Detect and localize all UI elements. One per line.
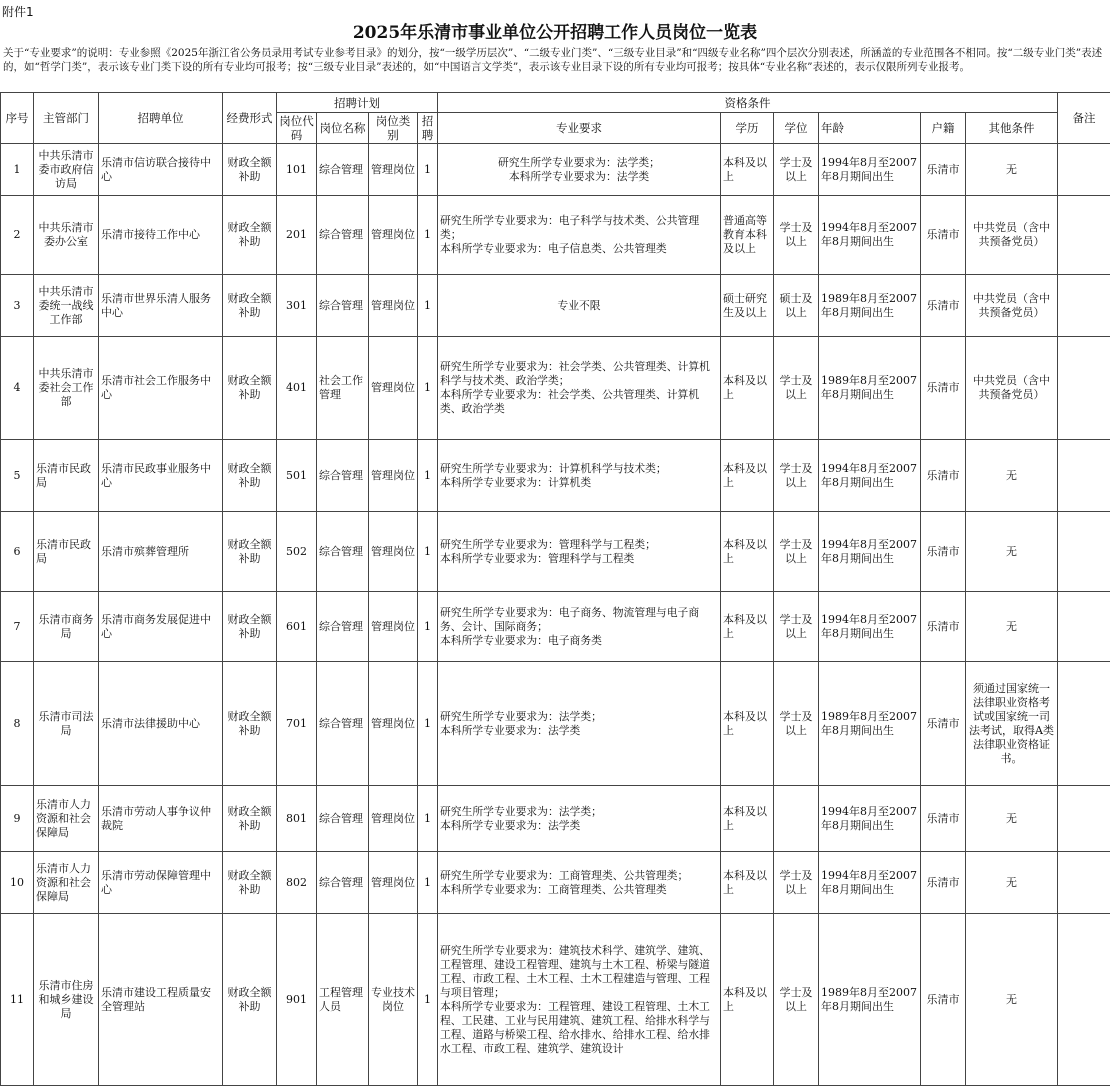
cell-other: 中共党员（含中共预备党员） — [966, 196, 1058, 275]
cell-pos-type: 管理岗位 — [369, 662, 418, 786]
cell-remark — [1058, 914, 1110, 1086]
major-grad: 研究生所学专业要求为：建筑技术科学、建筑学、建筑、工程管理、建设工程管理、建筑与土木工程、桥梁与隧道工程、市政工程、土木工程、土木工程建造与管理、工程与项目管理； — [440, 944, 718, 1000]
cell-count: 1 — [418, 144, 438, 196]
cell-dept: 中共乐清市委市政府信访局 — [34, 144, 99, 196]
cell-other: 无 — [966, 592, 1058, 662]
cell-pos-type: 管理岗位 — [369, 196, 418, 275]
cell-major — [438, 786, 721, 852]
cell-seq: 8 — [1, 662, 34, 786]
cell-funding: 财政全额补助 — [223, 852, 277, 914]
cell-other: 无 — [966, 440, 1058, 512]
cell-code: 502 — [277, 512, 317, 592]
cell-age: 1994年8月至2007年8月期间出生 — [819, 440, 921, 512]
positions-table — [0, 92, 1110, 1086]
cell-dept: 乐清市民政局 — [34, 440, 99, 512]
cell-remark — [1058, 144, 1110, 196]
cell-pos-name: 综合管理 — [317, 786, 369, 852]
cell-hukou: 乐清市 — [921, 512, 966, 592]
cell-pos-name: 综合管理 — [317, 275, 369, 337]
cell-degree: 学士及以上 — [774, 512, 819, 592]
major-undergrad: 本科所学专业要求为：电子商务类 — [440, 634, 718, 648]
cell-edu: 本科及以上 — [721, 512, 774, 592]
header-other: 其他条件 — [966, 113, 1058, 144]
cell-degree: 学士及以上 — [774, 914, 819, 1086]
header-seq: 序号 — [1, 93, 34, 144]
cell-seq: 11 — [1, 914, 34, 1086]
major-undergrad: 本科所学专业要求为：社会学类、公共管理类、计算机类、政治学类 — [440, 388, 718, 416]
header-unit: 招聘单位 — [99, 93, 223, 144]
cell-hukou: 乐清市 — [921, 144, 966, 196]
cell-code: 201 — [277, 196, 317, 275]
table-row — [1, 440, 1110, 512]
cell-code: 501 — [277, 440, 317, 512]
table-row — [1, 144, 1110, 196]
cell-dept: 中共乐清市委社会工作部 — [34, 337, 99, 440]
cell-code: 801 — [277, 786, 317, 852]
cell-age: 1994年8月至2007年8月期间出生 — [819, 592, 921, 662]
cell-degree: 学士及以上 — [774, 852, 819, 914]
major-requirement-note: 关于“专业要求”的说明：专业参照《2025年浙江省公务员录用考试专业参考目录》的划分，按“一级学历层次”、“二级专业门类”、“三级专业目录”和“四级专业名称”四个层次分别表述，所涵盖的专业范围各不相同。按“二级专业门类”表述的，如“哲学门类”，表示该专业门类下设的所有专业均可报考；按“三级专业目录”表述的，如“中国语言文学类”，表示该专业目录下设的所有专业均可报考；按具体“专业名称”表述的，表示仅限所列专业报考。 — [3, 46, 1103, 74]
cell-funding: 财政全额补助 — [223, 337, 277, 440]
cell-edu: 本科及以上 — [721, 852, 774, 914]
cell-remark — [1058, 512, 1110, 592]
table-row — [1, 914, 1110, 1086]
cell-pos-name: 综合管理 — [317, 144, 369, 196]
major-grad: 研究生所学专业要求为：电子科学与技术类、公共管理类； — [440, 214, 718, 242]
cell-remark — [1058, 337, 1110, 440]
attachment-label: 附件1 — [2, 3, 34, 20]
cell-unit: 乐清市劳动保障管理中心 — [99, 852, 223, 914]
cell-count: 1 — [418, 440, 438, 512]
cell-dept: 中共乐清市委统一战线工作部 — [34, 275, 99, 337]
cell-pos-name: 综合管理 — [317, 662, 369, 786]
cell-pos-type: 管理岗位 — [369, 275, 418, 337]
table-row — [1, 275, 1110, 337]
cell-major — [438, 592, 721, 662]
header-code: 岗位代码 — [277, 113, 317, 144]
cell-major — [438, 914, 721, 1086]
cell-unit: 乐清市接待工作中心 — [99, 196, 223, 275]
major-grad: 研究生所学专业要求为：电子商务、物流管理与电子商务、会计、国际商务； — [440, 606, 718, 634]
cell-edu: 本科及以上 — [721, 144, 774, 196]
cell-other: 中共党员（含中共预备党员） — [966, 275, 1058, 337]
cell-other: 须通过国家统一法律职业资格考试或国家统一司法考试，取得A类法律职业资格证书。 — [966, 662, 1058, 786]
major-undergrad: 本科所学专业要求为：电子信息类、公共管理类 — [440, 242, 718, 256]
cell-seq: 10 — [1, 852, 34, 914]
cell-funding: 财政全额补助 — [223, 786, 277, 852]
cell-unit: 乐清市建设工程质量安全管理站 — [99, 914, 223, 1086]
header-age: 年龄 — [819, 113, 921, 144]
cell-major — [438, 512, 721, 592]
cell-dept: 乐清市司法局 — [34, 662, 99, 786]
header-hukou: 户籍 — [921, 113, 966, 144]
header-degree: 学位 — [774, 113, 819, 144]
cell-edu: 本科及以上 — [721, 592, 774, 662]
major-undergrad: 本科所学专业要求为：工商管理类、公共管理类 — [440, 883, 718, 897]
cell-remark — [1058, 852, 1110, 914]
cell-age: 1994年8月至2007年8月期间出生 — [819, 852, 921, 914]
cell-age: 1989年8月至2007年8月期间出生 — [819, 275, 921, 337]
cell-hukou: 乐清市 — [921, 337, 966, 440]
cell-age: 1994年8月至2007年8月期间出生 — [819, 196, 921, 275]
cell-edu: 本科及以上 — [721, 914, 774, 1086]
cell-dept: 乐清市民政局 — [34, 512, 99, 592]
cell-other: 无 — [966, 852, 1058, 914]
cell-seq: 6 — [1, 512, 34, 592]
table-row — [1, 592, 1110, 662]
major-undergrad: 本科所学专业要求为：法学类 — [440, 819, 718, 833]
header-remark: 备注 — [1058, 93, 1110, 144]
cell-pos-type: 管理岗位 — [369, 512, 418, 592]
cell-age: 1994年8月至2007年8月期间出生 — [819, 786, 921, 852]
cell-edu: 本科及以上 — [721, 786, 774, 852]
cell-degree: 学士及以上 — [774, 662, 819, 786]
cell-major — [438, 337, 721, 440]
cell-pos-type: 管理岗位 — [369, 786, 418, 852]
cell-pos-type: 专业技术岗位 — [369, 914, 418, 1086]
cell-code: 701 — [277, 662, 317, 786]
header-count: 招聘 — [418, 113, 438, 144]
cell-seq: 7 — [1, 592, 34, 662]
header-pos-name: 岗位名称 — [317, 113, 369, 144]
cell-pos-name: 综合管理 — [317, 196, 369, 275]
cell-code: 401 — [277, 337, 317, 440]
cell-major — [438, 144, 721, 196]
cell-count: 1 — [418, 786, 438, 852]
cell-other: 无 — [966, 512, 1058, 592]
cell-age: 1994年8月至2007年8月期间出生 — [819, 144, 921, 196]
cell-unit: 乐清市社会工作服务中心 — [99, 337, 223, 440]
cell-hukou: 乐清市 — [921, 196, 966, 275]
major-grad: 研究生所学专业要求为：管理科学与工程类； — [440, 538, 718, 552]
cell-unit: 乐清市劳动人事争议仲裁院 — [99, 786, 223, 852]
cell-hukou: 乐清市 — [921, 592, 966, 662]
cell-count: 1 — [418, 275, 438, 337]
table-row — [1, 662, 1110, 786]
cell-unit: 乐清市法律援助中心 — [99, 662, 223, 786]
cell-pos-type: 管理岗位 — [369, 144, 418, 196]
major-grad: 研究生所学专业要求为：法学类； — [440, 805, 718, 819]
cell-degree: 学士及以上 — [774, 337, 819, 440]
cell-code: 101 — [277, 144, 317, 196]
major-undergrad: 本科所学专业要求为：计算机类 — [440, 476, 718, 490]
cell-unit: 乐清市商务发展促进中心 — [99, 592, 223, 662]
cell-age: 1994年8月至2007年8月期间出生 — [819, 512, 921, 592]
cell-other: 中共党员（含中共预备党员） — [966, 337, 1058, 440]
header-major: 专业要求 — [438, 113, 721, 144]
cell-funding: 财政全额补助 — [223, 662, 277, 786]
cell-major — [438, 662, 721, 786]
cell-dept: 乐清市人力资源和社会保障局 — [34, 786, 99, 852]
cell-age: 1989年8月至2007年8月期间出生 — [819, 662, 921, 786]
cell-count: 1 — [418, 914, 438, 1086]
cell-pos-name: 综合管理 — [317, 852, 369, 914]
cell-funding: 财政全额补助 — [223, 914, 277, 1086]
cell-seq: 1 — [1, 144, 34, 196]
cell-unit: 乐清市世界乐清人服务中心 — [99, 275, 223, 337]
cell-funding: 财政全额补助 — [223, 275, 277, 337]
cell-degree — [774, 786, 819, 852]
cell-remark — [1058, 786, 1110, 852]
cell-other: 无 — [966, 914, 1058, 1086]
cell-count: 1 — [418, 337, 438, 440]
cell-unit: 乐清市信访联合接待中心 — [99, 144, 223, 196]
cell-funding: 财政全额补助 — [223, 512, 277, 592]
cell-dept: 乐清市商务局 — [34, 592, 99, 662]
cell-code: 901 — [277, 914, 317, 1086]
cell-age: 1989年8月至2007年8月期间出生 — [819, 337, 921, 440]
table-row — [1, 337, 1110, 440]
major-undergrad: 本科所学专业要求为：管理科学与工程类 — [440, 552, 718, 566]
cell-age: 1989年8月至2007年8月期间出生 — [819, 914, 921, 1086]
cell-edu: 本科及以上 — [721, 440, 774, 512]
cell-hukou: 乐清市 — [921, 662, 966, 786]
cell-major — [438, 196, 721, 275]
cell-remark — [1058, 662, 1110, 786]
cell-degree: 硕士及以上 — [774, 275, 819, 337]
cell-hukou: 乐清市 — [921, 852, 966, 914]
cell-count: 1 — [418, 662, 438, 786]
major-grad: 研究生所学专业要求为：法学类； — [440, 710, 718, 724]
cell-seq: 3 — [1, 275, 34, 337]
cell-seq: 4 — [1, 337, 34, 440]
table-row — [1, 512, 1110, 592]
major-grad: 研究生所学专业要求为：工商管理类、公共管理类； — [440, 869, 718, 883]
table-row — [1, 786, 1110, 852]
cell-pos-name: 综合管理 — [317, 440, 369, 512]
cell-funding: 财政全额补助 — [223, 144, 277, 196]
cell-hukou: 乐清市 — [921, 440, 966, 512]
cell-code: 601 — [277, 592, 317, 662]
cell-remark — [1058, 592, 1110, 662]
major-undergrad: 本科所学专业要求为：法学类 — [440, 724, 718, 738]
cell-other: 无 — [966, 144, 1058, 196]
cell-major — [438, 440, 721, 512]
cell-degree: 学士及以上 — [774, 144, 819, 196]
cell-pos-name: 综合管理 — [317, 592, 369, 662]
cell-remark — [1058, 275, 1110, 337]
major-undergrad: 本科所学专业要求为：法学类 — [440, 170, 718, 184]
major-grad: 研究生所学专业要求为：社会学类、公共管理类、计算机科学与技术类、政治学类； — [440, 360, 718, 388]
cell-hukou: 乐清市 — [921, 914, 966, 1086]
cell-count: 1 — [418, 512, 438, 592]
cell-major — [438, 852, 721, 914]
cell-funding: 财政全额补助 — [223, 196, 277, 275]
header-pos-type: 岗位类别 — [369, 113, 418, 144]
cell-degree: 学士及以上 — [774, 196, 819, 275]
cell-remark — [1058, 196, 1110, 275]
cell-seq: 2 — [1, 196, 34, 275]
major-grad: 研究生所学专业要求为：计算机科学与技术类； — [440, 462, 718, 476]
cell-pos-name: 综合管理 — [317, 512, 369, 592]
cell-pos-type: 管理岗位 — [369, 440, 418, 512]
cell-seq: 9 — [1, 786, 34, 852]
cell-edu: 本科及以上 — [721, 337, 774, 440]
cell-funding: 财政全额补助 — [223, 440, 277, 512]
cell-unit: 乐清市殡葬管理所 — [99, 512, 223, 592]
major-grad: 专业不限 — [440, 299, 718, 313]
cell-funding: 财政全额补助 — [223, 592, 277, 662]
cell-count: 1 — [418, 196, 438, 275]
table-row — [1, 196, 1110, 275]
cell-pos-name: 社会工作管理 — [317, 337, 369, 440]
cell-edu: 普通高等教育本科及以上 — [721, 196, 774, 275]
cell-seq: 5 — [1, 440, 34, 512]
table-row — [1, 852, 1110, 914]
cell-other: 无 — [966, 786, 1058, 852]
cell-dept: 乐清市住房和城乡建设局 — [34, 914, 99, 1086]
cell-major — [438, 275, 721, 337]
cell-pos-name: 工程管理人员 — [317, 914, 369, 1086]
cell-pos-type: 管理岗位 — [369, 592, 418, 662]
cell-remark — [1058, 440, 1110, 512]
major-undergrad: 本科所学专业要求为：工程管理、建设工程管理、土木工程、工民建、工业与民用建筑、建筑工程、给排水科学与工程、道路与桥梁工程、给水排水、给排水工程、给水排水工程、市政工程、建筑学、建筑设计 — [440, 1000, 718, 1056]
header-edu: 学历 — [721, 113, 774, 144]
cell-unit: 乐清市民政事业服务中心 — [99, 440, 223, 512]
cell-code: 301 — [277, 275, 317, 337]
cell-count: 1 — [418, 592, 438, 662]
cell-code: 802 — [277, 852, 317, 914]
cell-edu: 本科及以上 — [721, 662, 774, 786]
cell-dept: 乐清市人力资源和社会保障局 — [34, 852, 99, 914]
cell-edu: 硕士研究生及以上 — [721, 275, 774, 337]
header-plan: 招聘计划 — [277, 93, 438, 113]
cell-hukou: 乐清市 — [921, 275, 966, 337]
cell-pos-type: 管理岗位 — [369, 337, 418, 440]
cell-dept: 中共乐清市委办公室 — [34, 196, 99, 275]
cell-count: 1 — [418, 852, 438, 914]
cell-degree: 学士及以上 — [774, 592, 819, 662]
major-grad: 研究生所学专业要求为：法学类； — [440, 156, 718, 170]
header-dept: 主管部门 — [34, 93, 99, 144]
page-title: 2025年乐清市事业单位公开招聘工作人员岗位一览表 — [0, 18, 1110, 43]
header-qualification: 资格条件 — [438, 93, 1058, 113]
cell-pos-type: 管理岗位 — [369, 852, 418, 914]
cell-degree: 学士及以上 — [774, 440, 819, 512]
cell-hukou: 乐清市 — [921, 786, 966, 852]
header-funding: 经费形式 — [223, 93, 277, 144]
